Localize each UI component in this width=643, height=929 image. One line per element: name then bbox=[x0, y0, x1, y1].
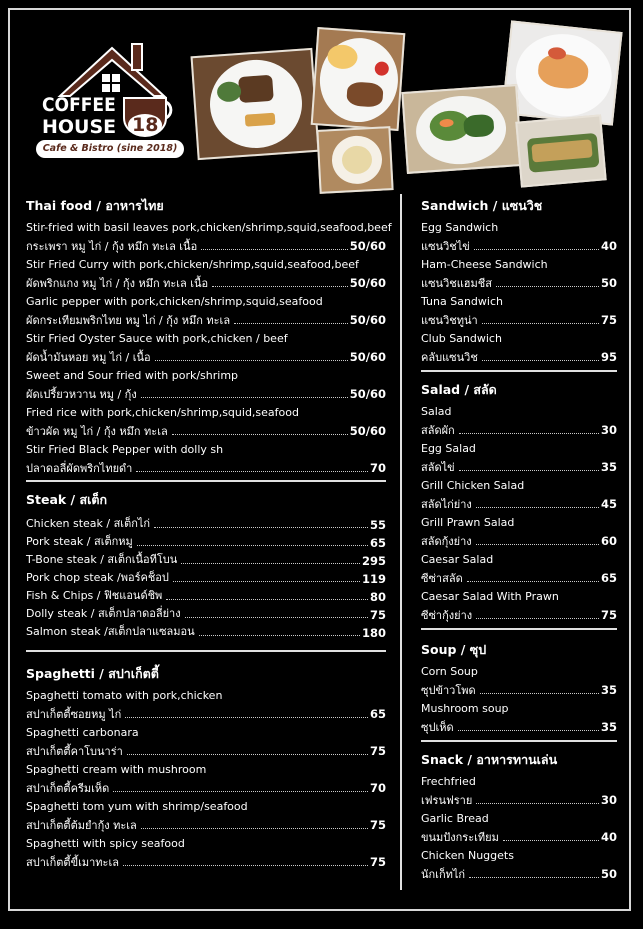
leader-dots bbox=[459, 433, 599, 434]
item-name-en: Egg Salad bbox=[421, 442, 476, 455]
item-name: สปาเก็ตตี้ต้มยำกุ้ง ทะเล bbox=[26, 819, 137, 832]
menu-item-row bbox=[26, 852, 386, 870]
leader-dots bbox=[127, 754, 368, 755]
item-name: ซีซ่าสลัด bbox=[421, 572, 463, 585]
section-sandwich bbox=[421, 196, 617, 368]
menu-item-row bbox=[26, 347, 386, 365]
item-name-en: Mushroom soup bbox=[421, 702, 509, 715]
menu-item bbox=[26, 725, 386, 759]
section-steak bbox=[26, 490, 386, 640]
photo-spaghetti bbox=[501, 20, 622, 125]
section-snack bbox=[421, 750, 617, 885]
photo-steak-plate bbox=[191, 48, 320, 160]
menu-item-row bbox=[26, 384, 386, 402]
item-name: Pork chop steak /พอร์คช็อป bbox=[26, 571, 169, 584]
item-name-en: Grill Chicken Salad bbox=[421, 479, 525, 492]
menu-item bbox=[421, 774, 617, 808]
leader-dots bbox=[476, 507, 599, 508]
item-name: แซนวิชทูน่า bbox=[421, 314, 478, 327]
menu-item-row bbox=[421, 605, 617, 623]
item-price: 50/60 bbox=[349, 276, 386, 290]
item-name: ข้าวผัด หมู ไก่ / กุ้ง หมึก ทะเล bbox=[26, 425, 168, 438]
leader-dots bbox=[137, 545, 368, 546]
menu-item bbox=[421, 515, 617, 549]
section-divider bbox=[26, 480, 386, 482]
leader-dots bbox=[113, 791, 368, 792]
item-name-en: Spaghetti with spicy seafood bbox=[26, 837, 185, 850]
item-name: สลัดกุ้งย่าง bbox=[421, 535, 472, 548]
item-name: Chicken steak / สเต็กไก่ bbox=[26, 517, 151, 530]
item-price: 45 bbox=[600, 497, 617, 511]
item-name-en: Tuna Sandwich bbox=[421, 295, 503, 308]
item-price: 180 bbox=[361, 626, 386, 640]
item-name-en: Salad bbox=[421, 405, 452, 418]
section-title: Spaghetti / สปาเก็ตตี้ bbox=[26, 666, 159, 681]
section-title: Steak / สเต็ก bbox=[26, 492, 108, 507]
menu-item-row bbox=[26, 741, 386, 759]
section-divider bbox=[26, 650, 386, 652]
item-price: 50/60 bbox=[349, 239, 386, 253]
item-name: Dolly steak / สเต็กปลาดอลี่ย่าง bbox=[26, 607, 181, 620]
menu-item-row bbox=[26, 421, 386, 439]
item-name: ผัดน้ำมันหอย หมู ไก่ / เนื้อ bbox=[26, 351, 151, 364]
item-price: 75 bbox=[369, 818, 386, 832]
menu-item bbox=[421, 220, 617, 254]
menu-item-row bbox=[26, 458, 386, 476]
menu-item-row bbox=[421, 236, 617, 254]
section-divider bbox=[421, 740, 617, 742]
item-price: 50/60 bbox=[349, 387, 386, 401]
item-name: สลัดไก่ย่าง bbox=[421, 498, 472, 511]
item-name-en: Frechfried bbox=[421, 775, 476, 788]
leader-dots bbox=[496, 286, 599, 287]
column-divider bbox=[400, 194, 402, 890]
leader-dots bbox=[476, 544, 599, 545]
logo-word-house: HOUSE bbox=[42, 116, 117, 138]
item-price: 50/60 bbox=[349, 350, 386, 364]
menu-item bbox=[26, 405, 386, 439]
leader-dots bbox=[458, 730, 599, 731]
item-price: 75 bbox=[369, 744, 386, 758]
leader-dots bbox=[459, 470, 599, 471]
item-name-en: Sweet and Sour fried with pork/shrimp bbox=[26, 369, 239, 382]
leader-dots bbox=[482, 323, 599, 324]
leader-dots bbox=[476, 618, 599, 619]
logo-word-coffee: COFFEE bbox=[42, 94, 116, 116]
item-price: 75 bbox=[369, 608, 386, 622]
menu-item bbox=[421, 257, 617, 291]
section-title: Thai food / อาหารไทย bbox=[26, 198, 164, 213]
leader-dots bbox=[199, 635, 360, 636]
section-divider bbox=[421, 628, 617, 630]
item-name: ซีซ่ากุ้งย่าง bbox=[421, 609, 473, 622]
menu-item-row bbox=[26, 273, 386, 291]
photo-prawn-salad bbox=[401, 84, 522, 174]
menu-item-row bbox=[421, 310, 617, 328]
menu-item-row bbox=[26, 514, 386, 532]
menu-item-row bbox=[421, 457, 617, 475]
item-name: ปลาดอลี่ผัดพริกไทยดำ bbox=[26, 462, 133, 475]
item-name: Salmon steak /สเต็กปลาแซลมอน bbox=[26, 625, 195, 638]
item-price: 35 bbox=[600, 683, 617, 697]
leader-dots bbox=[154, 527, 368, 528]
leader-dots bbox=[172, 434, 348, 435]
leader-dots bbox=[155, 360, 348, 361]
menu-item-row bbox=[26, 604, 386, 622]
item-price: 75 bbox=[600, 313, 617, 327]
menu-item bbox=[26, 368, 386, 402]
menu-item-row bbox=[421, 568, 617, 586]
item-name-en: Spaghetti cream with mushroom bbox=[26, 763, 207, 776]
item-price: 50/60 bbox=[349, 313, 386, 327]
item-name-en: Caesar Salad With Prawn bbox=[421, 590, 559, 603]
item-name: ซุปเห็ด bbox=[421, 721, 454, 734]
item-name: แซนวิชแฮมชีส bbox=[421, 277, 492, 290]
menu-item-row bbox=[421, 273, 617, 291]
menu-item bbox=[26, 331, 386, 365]
item-price: 70 bbox=[369, 781, 386, 795]
section-title: Snack / อาหารทานเล่น bbox=[421, 752, 558, 767]
leader-dots bbox=[234, 323, 348, 324]
item-price: 80 bbox=[369, 590, 386, 604]
item-name: แซนวิชไข่ bbox=[421, 240, 470, 253]
menu-item bbox=[26, 257, 386, 291]
leader-dots bbox=[482, 360, 599, 361]
leader-dots bbox=[474, 249, 599, 250]
item-name: สปาเก็ตตี้ซอยหมู ไก่ bbox=[26, 708, 122, 721]
item-name: ผัดพริกแกง หมู ไก่ / กุ้ง หมึก ทะเล เนื้อ bbox=[26, 277, 209, 290]
item-price: 35 bbox=[600, 720, 617, 734]
item-price: 65 bbox=[369, 536, 386, 550]
item-name-en: Caesar Salad bbox=[421, 553, 494, 566]
item-name: ขนมปังกระเทียม bbox=[421, 831, 499, 844]
item-price: 50/60 bbox=[349, 424, 386, 438]
item-price: 55 bbox=[369, 518, 386, 532]
item-name-en: Ham-Cheese Sandwich bbox=[421, 258, 548, 271]
menu-item bbox=[421, 811, 617, 845]
menu-item-row bbox=[421, 680, 617, 698]
item-name-en: Stir Fried Curry with pork,chicken/shrimp,squid,seafood,beef bbox=[26, 258, 359, 271]
item-name: ผัดเปรี้ยวหวาน หมู / กุ้ง bbox=[26, 388, 137, 401]
item-price: 50 bbox=[600, 867, 617, 881]
item-name: T-Bone steak / สเต็กเนื้อทีโบน bbox=[26, 553, 178, 566]
leader-dots bbox=[173, 581, 360, 582]
menu-item bbox=[421, 441, 617, 475]
item-name: ซุปข้าวโพด bbox=[421, 684, 476, 697]
item-name-en: Fried rice with pork,chicken/shrimp,squid,seafood bbox=[26, 406, 299, 419]
menu-item-row bbox=[421, 420, 617, 438]
section-title: Salad / สลัด bbox=[421, 382, 497, 397]
item-price: 30 bbox=[600, 423, 617, 437]
item-name: ผัดกระเทียมพริกไทย หมู ไก่ / กุ้ง หมึก ทะเล bbox=[26, 314, 231, 327]
item-name-en: Corn Soup bbox=[421, 665, 478, 678]
leader-dots bbox=[185, 617, 368, 618]
item-name-en: Chicken Nuggets bbox=[421, 849, 514, 862]
logo-number: 18 bbox=[128, 114, 162, 136]
menu-item-row bbox=[26, 622, 386, 640]
section-soup bbox=[421, 640, 617, 738]
menu-item-row bbox=[421, 347, 617, 365]
item-name-en: Egg Sandwich bbox=[421, 221, 499, 234]
menu-item-row bbox=[26, 704, 386, 722]
item-name-en: Garlic pepper with pork,chicken/shrimp,squid,seafood bbox=[26, 295, 323, 308]
item-name: Pork steak / สเต็กหมู bbox=[26, 535, 133, 548]
menu-item-row bbox=[26, 568, 386, 586]
logo-tagline: Cafe & Bistro (sine 2018) bbox=[36, 140, 184, 158]
menu-item bbox=[26, 836, 386, 870]
menu-item bbox=[26, 799, 386, 833]
menu-item bbox=[421, 664, 617, 698]
leader-dots bbox=[480, 693, 599, 694]
item-name: สปาเก็ตตี้ขี้เมาทะเล bbox=[26, 856, 119, 869]
item-name: กระเพรา หมู ไก่ / กุ้ง หมึก ทะเล เนื้อ bbox=[26, 240, 198, 253]
item-price: 65 bbox=[600, 571, 617, 585]
menu-item-row bbox=[26, 586, 386, 604]
item-name: สปาเก็ตตี้ครีมเห็ด bbox=[26, 782, 110, 795]
item-price: 40 bbox=[600, 830, 617, 844]
leader-dots bbox=[469, 877, 599, 878]
item-price: 75 bbox=[369, 855, 386, 869]
item-price: 75 bbox=[600, 608, 617, 622]
menu-item bbox=[421, 331, 617, 365]
item-name: สลัดผัก bbox=[421, 424, 455, 437]
photo-basil-rice bbox=[311, 27, 406, 131]
leader-dots bbox=[181, 563, 360, 564]
item-name-en: Garlic Bread bbox=[421, 812, 489, 825]
item-price: 65 bbox=[369, 707, 386, 721]
menu-item bbox=[421, 848, 617, 882]
menu-item bbox=[421, 478, 617, 512]
photo-garlic-bread bbox=[515, 114, 606, 187]
item-name-en: Grill Prawn Salad bbox=[421, 516, 515, 529]
menu-item bbox=[26, 442, 386, 476]
item-name: สปาเก็ตตี้คาโบนาร่า bbox=[26, 745, 123, 758]
menu-item-row bbox=[421, 531, 617, 549]
item-name: เฟรนฟราย bbox=[421, 794, 473, 807]
menu-item-row bbox=[421, 717, 617, 735]
item-price: 30 bbox=[600, 793, 617, 807]
leader-dots bbox=[467, 581, 599, 582]
item-name: Fish & Chips / ฟิชแอนด์ชิพ bbox=[26, 589, 163, 602]
menu-item-row bbox=[421, 790, 617, 808]
item-name: นักเก็ทไก่ bbox=[421, 868, 466, 881]
menu-item bbox=[421, 552, 617, 586]
menu-item-row bbox=[421, 864, 617, 882]
item-name-en: Spaghetti tomato with pork,chicken bbox=[26, 689, 223, 702]
item-name: คลับแซนวิช bbox=[421, 351, 478, 364]
item-name-en: Club Sandwich bbox=[421, 332, 502, 345]
item-name: สลัดไข่ bbox=[421, 461, 455, 474]
item-price: 295 bbox=[361, 554, 386, 568]
leader-dots bbox=[476, 803, 599, 804]
item-name-en: Stir Fried Oyster Sauce with pork,chicken / beef bbox=[26, 332, 288, 345]
menu-item-row bbox=[26, 550, 386, 568]
item-price: 119 bbox=[361, 572, 386, 586]
menu-item-row bbox=[26, 310, 386, 328]
leader-dots bbox=[201, 249, 348, 250]
item-price: 35 bbox=[600, 460, 617, 474]
photo-soup bbox=[316, 126, 393, 194]
menu-item-row bbox=[26, 236, 386, 254]
leader-dots bbox=[125, 717, 368, 718]
menu-item bbox=[26, 220, 392, 254]
section-salad bbox=[421, 380, 617, 626]
menu-item bbox=[421, 294, 617, 328]
menu-item bbox=[26, 762, 386, 796]
item-price: 50 bbox=[600, 276, 617, 290]
menu-item-row bbox=[421, 494, 617, 512]
section-spaghetti bbox=[26, 664, 386, 873]
leader-dots bbox=[123, 865, 368, 866]
section-title: Sandwich / แซนวิช bbox=[421, 198, 543, 213]
menu-item bbox=[26, 294, 386, 328]
section-title: Soup / ซุป bbox=[421, 642, 487, 657]
leader-dots bbox=[141, 828, 368, 829]
brand-logo bbox=[36, 40, 188, 160]
item-name-en: Spaghetti tom yum with shrimp/seafood bbox=[26, 800, 248, 813]
menu-item-row bbox=[26, 815, 386, 833]
section-divider bbox=[421, 370, 617, 372]
leader-dots bbox=[166, 599, 368, 600]
menu-item bbox=[26, 688, 386, 722]
item-price: 60 bbox=[600, 534, 617, 548]
menu-item bbox=[421, 589, 617, 623]
leader-dots bbox=[141, 397, 348, 398]
item-name-en: Stir-fried with basil leaves pork,chicken/shrimp,squid,seafood,beef bbox=[26, 221, 392, 234]
section-thai bbox=[26, 196, 392, 479]
leader-dots bbox=[136, 471, 368, 472]
leader-dots bbox=[212, 286, 348, 287]
menu-item-row bbox=[421, 827, 617, 845]
item-price: 95 bbox=[600, 350, 617, 364]
item-name-en: Stir Fried Black Pepper with dolly sh bbox=[26, 443, 224, 456]
item-price: 70 bbox=[369, 461, 386, 475]
item-price: 40 bbox=[600, 239, 617, 253]
menu-item bbox=[421, 404, 617, 438]
leader-dots bbox=[503, 840, 599, 841]
menu-item-row bbox=[26, 532, 386, 550]
menu-item-row bbox=[26, 778, 386, 796]
menu-item bbox=[421, 701, 617, 735]
item-name-en: Spaghetti carbonara bbox=[26, 726, 139, 739]
